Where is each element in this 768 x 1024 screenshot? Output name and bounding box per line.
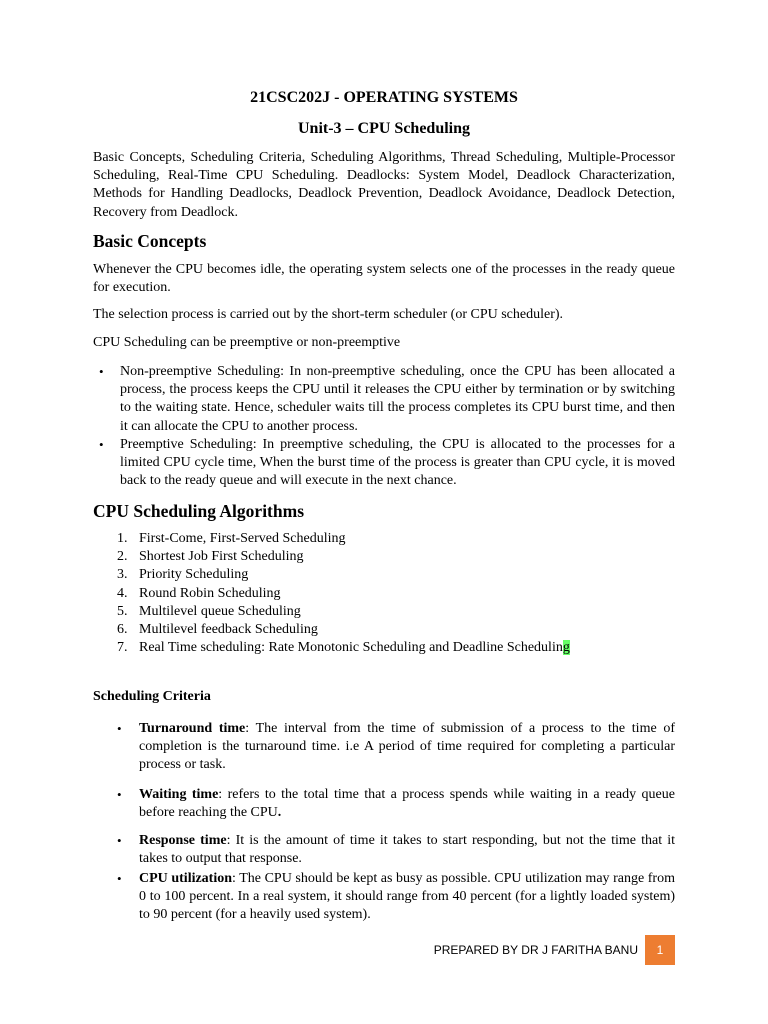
- list-number: 7.: [117, 640, 128, 656]
- list-item: [117, 566, 675, 584]
- list-item-text: Round Robin Scheduling: [139, 585, 281, 601]
- criteria-text: : The CPU should be kept as busy as possible. CPU utilization may range from 0 to 100 percent. In a real system, it should range from 40 percent (for a lightly loaded system) to 90 percent (for a heavily used system).: [139, 871, 675, 923]
- list-number: 4.: [117, 585, 128, 601]
- list-item-text: Real Time scheduling: Rate Monotonic Scheduling and Deadline Schedulin: [139, 640, 563, 656]
- criteria-text: : It is the amount of time it takes to start responding, but not the time that it takes to output that response.: [139, 833, 676, 867]
- criteria-term: Response time: [139, 833, 227, 848]
- criteria-tail: .: [277, 805, 282, 821]
- list-item-non-preemptive: • Non-preemptive Scheduling: In non-preemptive scheduling, once the CPU has been allocated a process, the process keeps the CPU until it releases the CPU either by termination or by switching to the waiting state. Hence, scheduler waits till the process completes its CPU burst time, and then it can allocate the CPU to another process.: [93, 363, 675, 436]
- scheduling-types-list: [93, 363, 675, 490]
- basic-concepts-para-2: The selection process is carried out by the short-term scheduler (or CPU scheduler).: [93, 307, 564, 322]
- list-number: 3.: [117, 567, 128, 583]
- list-item-text: First-Come, First-Served Scheduling: [139, 531, 346, 546]
- list-item: [117, 621, 675, 639]
- prepared-by-text: PREPARED BY DR J FARITHA BANU: [433, 943, 638, 957]
- course-title: 21CSC202J - OPERATING SYSTEMS: [250, 89, 518, 106]
- list-number: 5.: [117, 603, 128, 619]
- criteria-item-response: [117, 832, 675, 868]
- criteria-term: Waiting time: [139, 787, 219, 802]
- text-highlight: g: [562, 640, 570, 656]
- criteria-heading: Scheduling Criteria: [93, 689, 211, 704]
- list-item-preemptive: • Preemptive Scheduling: In preemptive scheduling, the CPU is allocated to the processes for a limited CPU cycle time, When the burst time of the process is greater than CPU cycle, it is moved back to the ready queue and will execute in the next chance.: [93, 436, 675, 491]
- criteria-text: : The interval from the time of submission of a process to the time of completion is the turnaround time. i.e A period of time required for completing a particular process or task.: [139, 721, 676, 773]
- criteria-item-waiting: [117, 786, 675, 822]
- list-item: [117, 530, 675, 548]
- list-item-text: Multilevel queue Scheduling: [139, 603, 301, 619]
- syllabus-paragraph: Basic Concepts, Scheduling Criteria, Scheduling Algorithms, Thread Scheduling, Multiple-Processor Scheduling, Real-Time CPU Scheduling. Deadlocks: System Model, Deadlock Characterization, Methods for Handling Deadlocks, Deadlock Prevention, Deadlock Avoidance, Deadlock Detection, Recovery from Deadlock.: [93, 150, 675, 220]
- list-item: [117, 585, 675, 603]
- list-item: [117, 639, 675, 657]
- list-item-text: Multilevel feedback Scheduling: [139, 622, 318, 638]
- algorithms-list: [117, 530, 675, 657]
- list-item-text: Shortest Job First Scheduling: [139, 549, 304, 565]
- criteria-term: CPU utilization: [139, 871, 233, 886]
- page-number-badge: 1: [645, 935, 675, 965]
- basic-concepts-heading: Basic Concepts: [93, 231, 207, 251]
- unit-title: Unit-3 – CPU Scheduling: [297, 120, 471, 137]
- page-footer: [93, 935, 675, 965]
- criteria-item-turnaround: [117, 720, 675, 775]
- list-number: 6.: [117, 622, 128, 638]
- list-item-text: Priority Scheduling: [139, 567, 249, 583]
- criteria-item-cpu-utilization: [117, 870, 675, 925]
- list-number: 1.: [117, 531, 128, 546]
- criteria-text: : refers to the total time that a process spends while waiting in a ready queue before reaching the CPU: [139, 787, 675, 821]
- basic-concepts-para-3: CPU Scheduling can be preemptive or non-preemptive: [93, 335, 401, 350]
- criteria-term: Turnaround time: [139, 721, 246, 736]
- algorithms-heading: CPU Scheduling Algorithms: [93, 501, 304, 521]
- basic-concepts-para-1: Whenever the CPU becomes idle, the operating system selects one of the processes in the ready queue for execution.: [93, 262, 675, 296]
- list-item: [117, 603, 675, 621]
- list-number: 2.: [117, 549, 128, 565]
- list-item: [117, 548, 675, 566]
